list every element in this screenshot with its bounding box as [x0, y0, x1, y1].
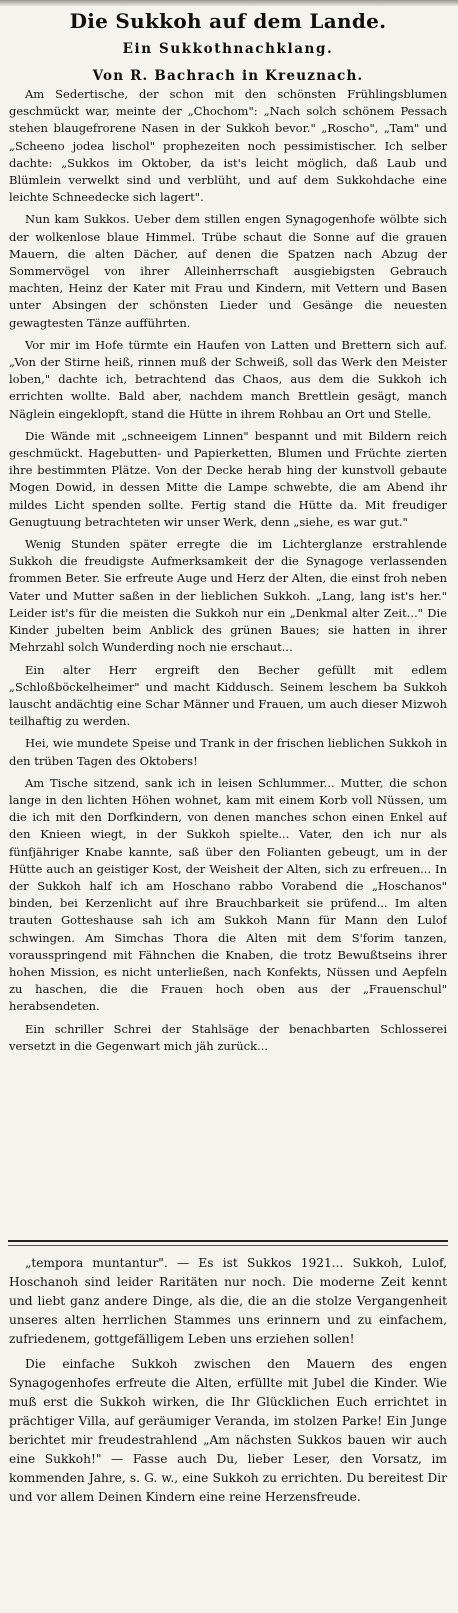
paragraph: Am Tische sitzend, sank ich in leisen Schlummer... Mutter, die schon lange in den lichten Höhen wohnet, kam mit einem Korb voll Nüssen, um die ich mit den Dorfkindern, von denen manches schon einen Enkel auf den Knieen wiegt, in der Sukkoh spielte... Vater, den ich nur als fünfjähriger Knabe kannte, saß über den Folianten gebeugt, um in der Hütte auch an geistiger Kost, der Weisheit der Alten, sich zu erfreuen... In der Sukkoh half ich am Hoschano rabbo Vorabend die „Hoschanos" binden, bei Kerzenlicht auf ihre Brauchbarkeit sie prüfend... Im alten trauten Gotteshause sah ich am Sukkoh Mann für Mann den Lulof schwingen. Am Simchas Thora die Alten mit dem S'forim tanzen, vorausspringend mit Fähnchen die Knaben, die trotz Bewußtseins ihrer hohen Mission, es nicht unterließen, nach Konfekts, Nüssen und Aepfeln zu haschen, die die Frauen hoch oben aus der „Frauenschul" herabsendeten.	[9, 775, 447, 1014]
paragraph: Hei, wie mundete Speise und Trank in der frischen lieblichen Sukkoh in den trüben Tagen des Oktobers!	[9, 736, 447, 768]
paragraph: Die einfache Sukkoh zwischen den Mauern des engen Synagogenhofes erfreute die Alten, erfüllte mit Jubel die Kinder. Wie muß erst die Sukkoh wirken, die Ihr Glücklichen Euch errichtet in prächtiger Villa, auf geräumiger Veranda, im stolzen Parke! Ein Junge berichtet mir freudestrahlend „Am nächsten Sukkos bauen wir auch eine Sukkoh!" — Fasse auch Du, lieber Leser, den Vorsatz, im kommenden Jahre, s. G. w., eine Sukkoh zu errichten. Du bereitest Dir und vor allem Deinen Kindern eine reine Herzensfreude.	[9, 1357, 447, 1504]
article-body-part-1	[9, 86, 447, 1236]
article-body-part-2	[9, 1254, 447, 1604]
paragraph: Ein alter Herr ergreift den Becher gefüllt mit edlem „Schloßböckelheimer" und macht Kiddusch. Seinem leschem ba Sukkoh lauscht andächtig eine Schar Männer und Frauen, um auch dieser Mizwoh teilhaftig zu werden.	[9, 662, 447, 729]
paragraph: Ein schriller Schrei der Stahlsäge der benachbarten Schlosserei versetzt in die Gegenwart mich jäh zurück...	[9, 1021, 447, 1053]
paragraph: Die Wände mit „schneeigem Linnen" bespannt und mit Bildern reich geschmückt. Hagebutten- und Papierketten, Blumen und Früchte zierten ihre bestimmten Plätze. Von der Decke herab hing der kunstvoll gebaute Mogen Dowid, in dessen Mitte die Lampe schwebte, die am Abend ihr mildes Licht spenden sollte. Fertig stand die Hütte da. Mit freudiger Genugtuung betrachteten wir unser Werk, denn „siehe, es war gut."	[9, 428, 447, 529]
article-header	[9, 6, 447, 88]
paragraph: Wenig Stunden später erregte die im Lichterglanze erstrahlende Sukkoh die freudigste Aufmerksamkeit der die Synagoge verlassenden frommen Beter. Sie erfreute Auge und Herz der Alten, die einst froh neben Vater und Mutter saßen in der lieblichen Sukkoh. „Lang, lang ist's her." Leider ist's für die meisten die Sukkoh nur ein „Denkmal alter Zeit..." Die Kinder jubelten beim Anblick des grünen Baues; sie hatten in ihrer Mehrzahl solch Wunderding noch nie erschaut...	[9, 537, 447, 655]
paragraph: Nun kam Sukkos. Ueber dem stillen engen Synagogenhofe wölbte sich der wolkenlose blaue Himmel. Trübe schaut die Sonne auf die grauen Mauern, die alten Dächer, auf denen die Spatzen nach Abzug der Sommervögel von ihrer Alleinherrschaft ausgiebigsten Gebrauch machten, Heinz der Kater mit Frau und Kindern, mit Vettern und Basen unter Absingen der schönsten Lieder und Gesänge die neuesten gewagtesten Tänze aufführten.	[9, 212, 447, 330]
column-separator-rule	[8, 1240, 448, 1242]
paragraph: Am Sedertische, der schon mit den schönsten Frühlingsblumen geschmückt war, meinte der „Chochom": „Nach solch schönem Pessach stehen blaugefrorene Nasen in der Sukkoh bevor." „Roscho", „Tam" und „Scheeno jodea lischol" prophezeiten noch pessimistischer. Ich selber dachte: „Sukkos im Oktober, da ist's leicht möglich, daß Laub und Blümlein verwelkt sind und verblüht, und auf dem Sukkohdache eine leichte Schneedecke sich lagert".	[9, 87, 447, 205]
article-title: Die Sukkoh auf dem Lande.	[69, 9, 387, 33]
article-byline: Von R. Bachrach in Kreuznach.	[92, 68, 364, 84]
column-separator-rule-thin	[8, 1245, 448, 1246]
paragraph: „tempora muntantur". — Es ist Sukkos 1921... Sukkoh, Lulof, Hoschanoh sind leider Raritäten nur noch. Die moderne Zeit kennt und liebt ganz andere Dinge, als die, die an die stolze Vergangenheit unseres alten herrlichen Stammes uns erinnern und zu einfachem, zufriedenem, gottgefälligem Leben uns erziehen sollen!	[9, 1256, 447, 1346]
article-subtitle: Ein Sukkothnachklang.	[122, 41, 334, 57]
paragraph: Vor mir im Hofe türmte ein Haufen von Latten und Brettern sich auf. „Von der Stirne heiß, rinnen muß der Schweiß, soll das Werk den Meister loben," dachte ich, betrachtend das Chaos, aus dem die Sukkoh ich errichten wollte. Bald aber, nachdem manch Brettlein gesägt, manch Näglein eingeklopft, stand die Hütte in ihrem Rohbau an Ort und Stelle.	[9, 337, 447, 421]
